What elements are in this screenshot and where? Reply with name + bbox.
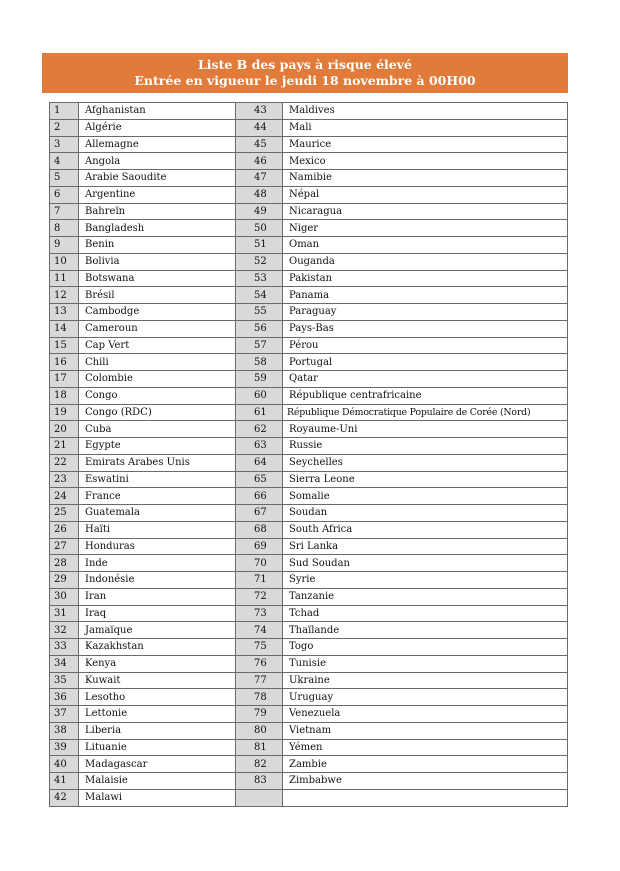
country-number: 82	[236, 756, 283, 773]
title-banner	[42, 53, 568, 93]
country-number: 70	[236, 555, 283, 572]
empty-number-cell	[236, 789, 283, 806]
country-number: 3	[50, 136, 79, 153]
country-name: Nicaragua	[283, 203, 568, 220]
country-name: Népal	[283, 186, 568, 203]
country-name: Sri Lanka	[283, 538, 568, 555]
country-number: 5	[50, 170, 79, 187]
country-name: Madagascar	[79, 756, 236, 773]
country-number: 49	[236, 203, 283, 220]
country-name: Zambie	[283, 756, 568, 773]
country-number: 34	[50, 655, 79, 672]
table-row	[50, 421, 568, 438]
country-number: 18	[50, 387, 79, 404]
country-name: Bolivia	[79, 253, 236, 270]
country-name: Mali	[283, 119, 568, 136]
country-name: Indonésie	[79, 572, 236, 589]
country-number: 33	[50, 639, 79, 656]
table-row	[50, 287, 568, 304]
country-name: Mexico	[283, 153, 568, 170]
country-name: Venezuela	[283, 706, 568, 723]
country-name: Lesotho	[79, 689, 236, 706]
table-row	[50, 186, 568, 203]
country-name: Colombie	[79, 371, 236, 388]
country-name: Paraguay	[283, 304, 568, 321]
country-number: 27	[50, 538, 79, 555]
country-number: 35	[50, 672, 79, 689]
country-name: Zimbabwe	[283, 773, 568, 790]
country-name: Royaume-Uni	[283, 421, 568, 438]
table-row	[50, 170, 568, 187]
table-row	[50, 588, 568, 605]
country-number: 78	[236, 689, 283, 706]
country-number: 41	[50, 773, 79, 790]
table-row	[50, 153, 568, 170]
country-number: 44	[236, 119, 283, 136]
table-row	[50, 689, 568, 706]
country-name: Namibie	[283, 170, 568, 187]
table-row	[50, 320, 568, 337]
empty-name-cell	[283, 789, 568, 806]
country-number: 39	[50, 739, 79, 756]
country-number: 81	[236, 739, 283, 756]
country-number: 75	[236, 639, 283, 656]
country-number: 9	[50, 237, 79, 254]
country-name: Brésil	[79, 287, 236, 304]
country-number: 57	[236, 337, 283, 354]
country-name: Emirats Arabes Unis	[79, 454, 236, 471]
country-name: Tanzanie	[283, 588, 568, 605]
table-row	[50, 739, 568, 756]
country-number: 22	[50, 454, 79, 471]
table-row	[50, 136, 568, 153]
table-row	[50, 622, 568, 639]
country-number: 52	[236, 253, 283, 270]
country-number: 59	[236, 371, 283, 388]
country-number: 16	[50, 354, 79, 371]
country-number: 72	[236, 588, 283, 605]
country-number: 30	[50, 588, 79, 605]
country-number: 7	[50, 203, 79, 220]
table-row	[50, 203, 568, 220]
table-row	[50, 655, 568, 672]
country-name: Soudan	[283, 505, 568, 522]
country-name: Malawi	[79, 789, 236, 806]
country-number: 1	[50, 103, 79, 120]
country-name: South Africa	[283, 521, 568, 538]
country-number: 26	[50, 521, 79, 538]
country-number: 79	[236, 706, 283, 723]
country-name: Cuba	[79, 421, 236, 438]
country-number: 15	[50, 337, 79, 354]
country-number: 11	[50, 270, 79, 287]
country-name: Cameroun	[79, 320, 236, 337]
country-name: Kuwait	[79, 672, 236, 689]
country-number: 64	[236, 454, 283, 471]
country-name: République centrafricaine	[283, 387, 568, 404]
country-number: 21	[50, 438, 79, 455]
country-number: 83	[236, 773, 283, 790]
table-row	[50, 672, 568, 689]
country-name: Allemagne	[79, 136, 236, 153]
country-name: Oman	[283, 237, 568, 254]
country-number: 2	[50, 119, 79, 136]
country-name: Chili	[79, 354, 236, 371]
country-number: 31	[50, 605, 79, 622]
country-number: 58	[236, 354, 283, 371]
table-row	[50, 387, 568, 404]
country-name: Congo (RDC)	[79, 404, 236, 421]
country-number: 60	[236, 387, 283, 404]
table-row	[50, 270, 568, 287]
country-name: Bahreïn	[79, 203, 236, 220]
country-name: Bangladesh	[79, 220, 236, 237]
country-name: Tunisie	[283, 655, 568, 672]
country-name: République Démocratique Populaire de Corée (Nord)	[283, 404, 568, 421]
table-row	[50, 773, 568, 790]
table-row	[50, 304, 568, 321]
country-name: Lituanie	[79, 739, 236, 756]
country-name: Pakistan	[283, 270, 568, 287]
country-name: Ouganda	[283, 253, 568, 270]
country-number: 25	[50, 505, 79, 522]
country-number: 69	[236, 538, 283, 555]
table-row	[50, 488, 568, 505]
country-name: Angola	[79, 153, 236, 170]
country-name: Niger	[283, 220, 568, 237]
country-number: 42	[50, 789, 79, 806]
country-name: Eswatini	[79, 471, 236, 488]
country-name: Uruguay	[283, 689, 568, 706]
country-name: Honduras	[79, 538, 236, 555]
country-number: 20	[50, 421, 79, 438]
country-name: Liberia	[79, 722, 236, 739]
country-name: Ukraine	[283, 672, 568, 689]
country-number: 8	[50, 220, 79, 237]
country-name: Argentine	[79, 186, 236, 203]
country-name: Jamaïque	[79, 622, 236, 639]
table-row	[50, 722, 568, 739]
table-row	[50, 572, 568, 589]
country-number: 68	[236, 521, 283, 538]
country-name: Congo	[79, 387, 236, 404]
table-row	[50, 404, 568, 421]
country-number: 73	[236, 605, 283, 622]
country-number: 61	[236, 404, 283, 421]
country-name: Iran	[79, 588, 236, 605]
country-name: Maurice	[283, 136, 568, 153]
country-number: 46	[236, 153, 283, 170]
country-name: Cap Vert	[79, 337, 236, 354]
country-number: 38	[50, 722, 79, 739]
country-number: 24	[50, 488, 79, 505]
country-name: Maldives	[283, 103, 568, 120]
table-row	[50, 706, 568, 723]
table-row	[50, 471, 568, 488]
country-name: Togo	[283, 639, 568, 656]
country-number: 63	[236, 438, 283, 455]
country-number: 66	[236, 488, 283, 505]
country-number: 51	[236, 237, 283, 254]
country-number: 6	[50, 186, 79, 203]
country-name: Somalie	[283, 488, 568, 505]
table-row	[50, 538, 568, 555]
country-name: Yémen	[283, 739, 568, 756]
country-number: 14	[50, 320, 79, 337]
table-row	[50, 354, 568, 371]
country-name: Afghanistan	[79, 103, 236, 120]
country-name: Tchad	[283, 605, 568, 622]
country-number: 74	[236, 622, 283, 639]
table-row	[50, 789, 568, 806]
country-name: Egypte	[79, 438, 236, 455]
country-number: 29	[50, 572, 79, 589]
table-row	[50, 756, 568, 773]
country-number: 12	[50, 287, 79, 304]
country-number: 48	[236, 186, 283, 203]
country-number: 17	[50, 371, 79, 388]
country-name: Qatar	[283, 371, 568, 388]
country-name: Guatemala	[79, 505, 236, 522]
country-number: 53	[236, 270, 283, 287]
country-number: 10	[50, 253, 79, 270]
country-number: 55	[236, 304, 283, 321]
country-number: 43	[236, 103, 283, 120]
country-name: Vietnam	[283, 722, 568, 739]
country-name: Haïti	[79, 521, 236, 538]
country-number: 40	[50, 756, 79, 773]
country-number: 47	[236, 170, 283, 187]
country-number: 23	[50, 471, 79, 488]
table-row	[50, 337, 568, 354]
country-name: Sud Soudan	[283, 555, 568, 572]
country-name: Pays-Bas	[283, 320, 568, 337]
country-number: 77	[236, 672, 283, 689]
country-name: Benin	[79, 237, 236, 254]
country-number: 71	[236, 572, 283, 589]
country-number: 36	[50, 689, 79, 706]
country-number: 45	[236, 136, 283, 153]
title-line-2: Entrée en vigueur le jeudi 18 novembre à 00H00	[134, 73, 476, 88]
country-number: 76	[236, 655, 283, 672]
country-name: France	[79, 488, 236, 505]
country-number: 50	[236, 220, 283, 237]
countries-table	[49, 102, 568, 807]
country-name: Inde	[79, 555, 236, 572]
table-row	[50, 371, 568, 388]
country-number: 80	[236, 722, 283, 739]
country-number: 67	[236, 505, 283, 522]
table-row	[50, 454, 568, 471]
table-row	[50, 555, 568, 572]
country-number: 65	[236, 471, 283, 488]
country-name: Lettonie	[79, 706, 236, 723]
country-name: Sierra Leone	[283, 471, 568, 488]
table-row	[50, 119, 568, 136]
table-row	[50, 438, 568, 455]
country-name: Portugal	[283, 354, 568, 371]
country-number: 54	[236, 287, 283, 304]
country-name: Syrie	[283, 572, 568, 589]
country-number: 13	[50, 304, 79, 321]
country-name: Algérie	[79, 119, 236, 136]
country-number: 19	[50, 404, 79, 421]
country-name: Kazakhstan	[79, 639, 236, 656]
table-row	[50, 521, 568, 538]
country-name: Pérou	[283, 337, 568, 354]
country-number: 28	[50, 555, 79, 572]
table-row	[50, 103, 568, 120]
country-name: Thaïlande	[283, 622, 568, 639]
table-row	[50, 237, 568, 254]
country-number: 32	[50, 622, 79, 639]
country-name: Arabie Saoudite	[79, 170, 236, 187]
table-row	[50, 253, 568, 270]
title-line-1: Liste B des pays à risque élevé	[198, 57, 412, 72]
country-number: 4	[50, 153, 79, 170]
country-name: Botswana	[79, 270, 236, 287]
country-name: Cambodge	[79, 304, 236, 321]
country-number: 62	[236, 421, 283, 438]
table-row	[50, 639, 568, 656]
table-row	[50, 605, 568, 622]
country-name: Malaisie	[79, 773, 236, 790]
country-name: Russie	[283, 438, 568, 455]
country-name: Panama	[283, 287, 568, 304]
country-number: 56	[236, 320, 283, 337]
country-name: Seychelles	[283, 454, 568, 471]
table-row	[50, 220, 568, 237]
country-name: Iraq	[79, 605, 236, 622]
country-number: 37	[50, 706, 79, 723]
table-row	[50, 505, 568, 522]
country-name: Kenya	[79, 655, 236, 672]
